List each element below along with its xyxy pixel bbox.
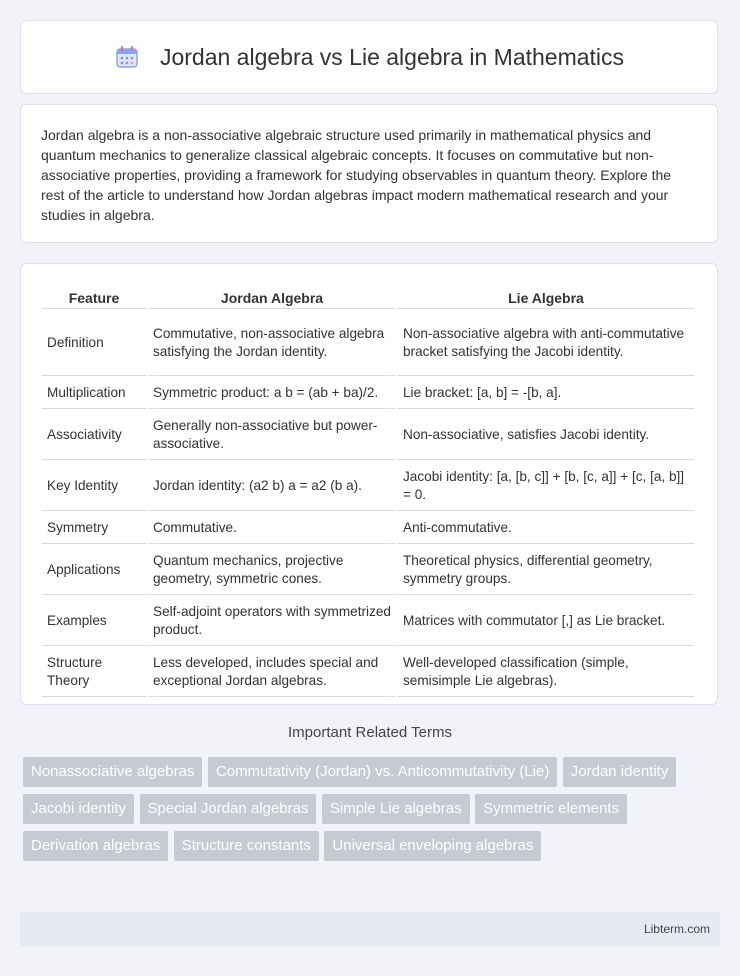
row-jordan: Self-adjoint operators with symmetrized product. — [148, 597, 396, 646]
row-feature: Examples — [42, 597, 146, 646]
header-lie: Lie Algebra — [398, 284, 694, 309]
calendar-icon — [114, 44, 140, 70]
footer — [20, 912, 720, 946]
row-lie: Matrices with commutator [,] as Lie bracket. — [398, 597, 694, 646]
row-jordan: Commutative, non-associative algebra satisfying the Jordan identity. — [148, 311, 396, 376]
row-lie: Theoretical physics, differential geometry, symmetry groups. — [398, 546, 694, 595]
comparison-table — [40, 282, 696, 699]
row-feature: Definition — [42, 311, 146, 376]
row-jordan: Symmetric product: a b = (ab + ba)/2. — [148, 378, 396, 409]
term-tag[interactable]: Special Jordan algebras — [140, 794, 317, 824]
footer-site-link[interactable]: Libterm.com — [643, 922, 710, 936]
header-feature: Feature — [42, 284, 146, 309]
table-row — [42, 648, 694, 697]
row-jordan: Jordan identity: (a2 b) a = a2 (b a). — [148, 462, 396, 511]
row-jordan: Less developed, includes special and exceptional Jordan algebras. — [148, 648, 396, 697]
table-row — [42, 411, 694, 460]
page-title: Jordan algebra vs Lie algebra in Mathematics — [159, 43, 625, 70]
row-lie: Anti-commutative. — [398, 513, 694, 544]
row-feature: Applications — [42, 546, 146, 595]
header-card — [20, 20, 718, 94]
header-jordan: Jordan Algebra — [148, 284, 396, 309]
term-tag[interactable]: Universal enveloping algebras — [324, 831, 541, 861]
row-feature: Multiplication — [42, 378, 146, 409]
intro-text: Jordan algebra is a non-associative algebraic structure used primarily in mathematical physics and quantum mechanics to generalize classical algebraic concepts. It focuses on commutative but non-associative properties, providing a framework for studying observables in quantum theory. Explore the rest of the article to understand how Jordan algebras impact modern mathematical research and your studies in algebra. — [41, 127, 672, 223]
row-lie: Non-associative, satisfies Jacobi identity. — [398, 411, 694, 460]
row-lie: Non-associative algebra with anti-commutative bracket satisfying the Jacobi identity. — [398, 311, 694, 376]
table-row — [42, 462, 694, 511]
row-jordan: Quantum mechanics, projective geometry, symmetric cones. — [148, 546, 396, 595]
table-row — [42, 378, 694, 409]
term-tag[interactable]: Simple Lie algebras — [322, 794, 470, 824]
comparison-table-card — [20, 263, 718, 705]
row-feature: Associativity — [42, 411, 146, 460]
term-tag[interactable]: Jordan identity — [563, 757, 677, 787]
table-row — [42, 597, 694, 646]
row-feature: Structure Theory — [42, 648, 146, 697]
term-tag[interactable]: Nonassociative algebras — [23, 757, 202, 787]
row-jordan: Commutative. — [148, 513, 396, 544]
table-row — [42, 546, 694, 595]
row-lie: Well-developed classification (simple, semisimple Lie algebras). — [398, 648, 694, 697]
term-tag[interactable]: Symmetric elements — [475, 794, 627, 824]
intro-card — [20, 104, 718, 243]
table-row — [42, 513, 694, 544]
row-lie: Lie bracket: [a, b] = -[b, a]. — [398, 378, 694, 409]
row-feature: Key Identity — [42, 462, 146, 511]
term-tag[interactable]: Commutativity (Jordan) vs. Anticommutativity (Lie) — [208, 757, 557, 787]
row-jordan: Generally non-associative but power-associative. — [148, 411, 396, 460]
table-row — [42, 311, 694, 376]
term-tag[interactable]: Jacobi identity — [23, 794, 134, 824]
term-tag[interactable]: Structure constants — [174, 831, 319, 861]
row-lie: Jacobi identity: [a, [b, c]] + [b, [c, a]] + [c, [a, b]] = 0. — [398, 462, 694, 511]
related-terms-title: Important Related Terms — [288, 724, 452, 741]
term-tag[interactable]: Derivation algebras — [23, 831, 168, 861]
table-header-row — [42, 284, 694, 309]
related-terms-list — [23, 757, 723, 868]
row-feature: Symmetry — [42, 513, 146, 544]
